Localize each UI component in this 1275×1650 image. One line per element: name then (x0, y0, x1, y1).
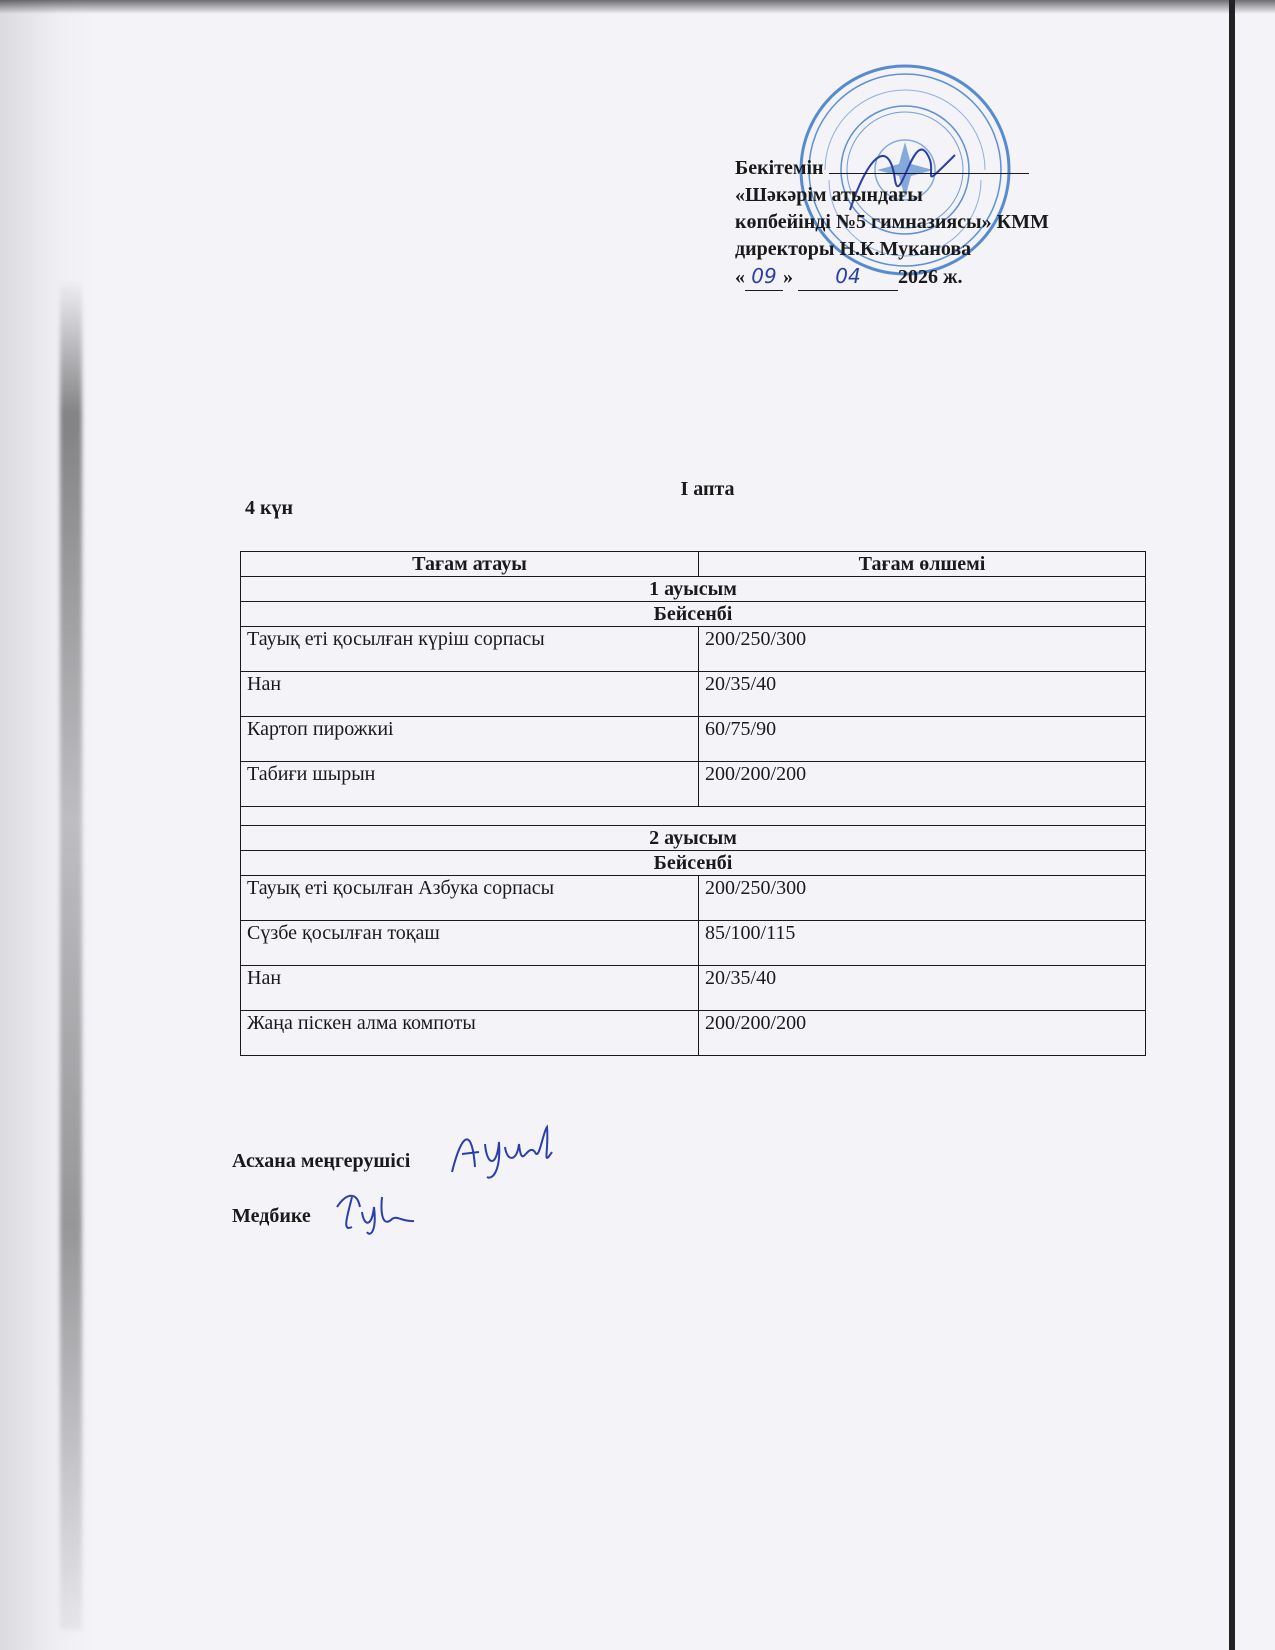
nurse-signature (332, 1187, 417, 1237)
dish-size: 60/75/90 (699, 717, 1146, 762)
table-row (241, 966, 1146, 1011)
dish-name: Сүзбе қосылған тоқаш (241, 921, 699, 966)
shift-2-weekday: Бейсенбі (241, 851, 1146, 876)
approval-line-2: «Шәкәрім атындағы (735, 184, 923, 206)
date-day: 09 (745, 263, 783, 291)
dish-name: Нан (241, 672, 699, 717)
dish-size: 200/250/300 (699, 627, 1146, 672)
weekday-row (241, 602, 1146, 627)
shift-title-row (241, 577, 1146, 602)
dish-name: Тауық еті қосылған Азбука сорпасы (241, 876, 699, 921)
dish-name: Тауық еті қосылған күріш сорпасы (241, 627, 699, 672)
date-year: 2026 ж. (898, 266, 963, 288)
dish-name: Табиғи шырын (241, 762, 699, 807)
date-close-quote: » (783, 266, 793, 288)
dish-name: Картоп пирожкиі (241, 717, 699, 762)
table-row (241, 876, 1146, 921)
dish-size: 20/35/40 (699, 966, 1146, 1011)
table-row (241, 717, 1146, 762)
nurse-label: Медбике (232, 1205, 311, 1227)
approval-line-4: директоры Н.К.Муканова (735, 238, 972, 260)
table-row (241, 762, 1146, 807)
dish-size: 85/100/115 (699, 921, 1146, 966)
header-portion-size: Тағам өлшемі (699, 552, 1146, 577)
dish-name: Нан (241, 966, 699, 1011)
dish-size: 20/35/40 (699, 672, 1146, 717)
dish-size: 200/250/300 (699, 876, 1146, 921)
header-dish-name: Тағам атауы (241, 552, 699, 577)
weekday-row (241, 851, 1146, 876)
table-row (241, 921, 1146, 966)
canteen-head-signature (447, 1122, 557, 1182)
approval-line-1 (735, 155, 1049, 182)
shift-title-row (241, 826, 1146, 851)
table-row (241, 627, 1146, 672)
shift-2-title: 2 ауысым (241, 826, 1146, 851)
approval-block (735, 155, 1049, 291)
table-row (241, 1011, 1146, 1056)
scan-right-edge (1229, 0, 1235, 1650)
date-month: 04 (798, 263, 898, 291)
director-signature-line (829, 157, 1029, 174)
approval-line-3: көпбейінді №5 гимназиясы» КММ (735, 211, 1049, 233)
dish-size: 200/200/200 (699, 1011, 1146, 1056)
nurse-row (232, 1205, 410, 1260)
table-row (241, 672, 1146, 717)
day-label: 4 күн (245, 497, 294, 519)
shift-1-title: 1 ауысым (241, 577, 1146, 602)
shift-1-weekday: Бейсенбі (241, 602, 1146, 627)
table-spacer-row (241, 807, 1146, 826)
week-heading: І апта (680, 478, 735, 500)
scan-top-edge (0, 0, 1275, 14)
table-header-row (241, 552, 1146, 577)
canteen-head-label: Асхана меңгерушісі (232, 1150, 411, 1172)
dish-name: Жаңа піскен алма компоты (241, 1011, 699, 1056)
approval-label: Бекітемін (735, 157, 824, 179)
dish-size: 200/200/200 (699, 762, 1146, 807)
approval-date (735, 263, 1049, 291)
menu-table (240, 551, 1146, 1056)
date-open-quote: « (735, 266, 745, 288)
signatures-block (232, 1150, 410, 1260)
